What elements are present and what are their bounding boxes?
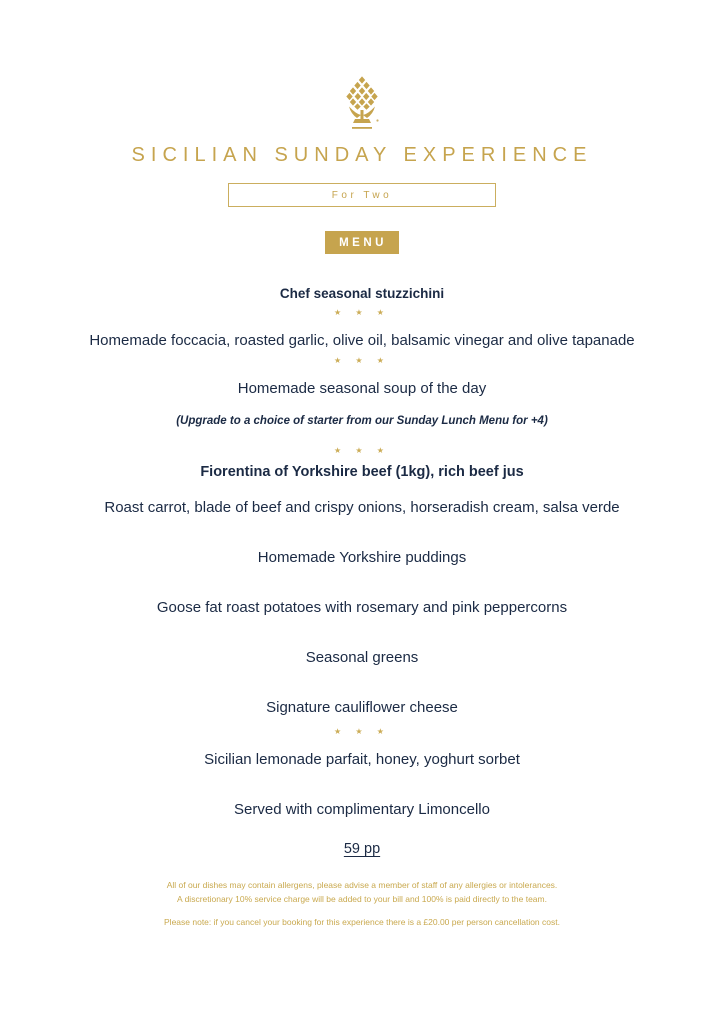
course-item-seasonal-greens: Seasonal greens xyxy=(305,649,419,666)
menu-body xyxy=(0,286,724,929)
star-separator-icon: ★ ★ ★ xyxy=(334,727,390,736)
footer-smallprint xyxy=(0,878,724,929)
upgrade-note: (Upgrade to a choice of starter from our Sunday Lunch Menu for +4) xyxy=(176,415,548,427)
course-item-roast-potatoes: Goose fat roast potatoes with rosemary and pink peppercorns xyxy=(156,599,568,616)
course-item-lemonade-parfait: Sicilian lemonade parfait, honey, yoghurt sorbet xyxy=(204,751,520,768)
price-per-person: 59 pp xyxy=(343,841,381,857)
subtitle-label: For Two xyxy=(331,189,393,201)
subtitle-box xyxy=(228,183,496,207)
course-heading-stuzzichini: Chef seasonal stuzzichini xyxy=(279,286,445,301)
pineapple-logo-icon xyxy=(340,76,384,130)
logo-wrap xyxy=(0,76,724,130)
course-item-foccacia: Homemade foccacia, roasted garlic, olive oil, balsamic vinegar and olive tapanade xyxy=(89,332,635,349)
course-item-soup: Homemade seasonal soup of the day xyxy=(237,380,487,397)
menu-badge: MENU xyxy=(325,231,399,254)
course-heading-fiorentina: Fiorentina of Yorkshire beef (1kg), rich beef jus xyxy=(200,464,524,480)
course-item-yorkshire-puddings: Homemade Yorkshire puddings xyxy=(257,549,467,566)
footer-service-charge-line: A discretionary 10% service charge will be added to your bill and 100% is paid directly to the team. xyxy=(177,894,547,904)
page-title: SICILIAN SUNDAY EXPERIENCE xyxy=(131,144,593,166)
star-separator-icon: ★ ★ ★ xyxy=(334,446,390,455)
footer-cancellation-line: Please note: if you cancel your booking for this experience there is a £20.00 per person cancellation cost. xyxy=(164,917,560,927)
course-item-roast-carrot: Roast carrot, blade of beef and crispy onions, horseradish cream, salsa verde xyxy=(104,499,620,516)
course-item-cauliflower-cheese: Signature cauliflower cheese xyxy=(266,699,458,716)
course-item-limoncello: Served with complimentary Limoncello xyxy=(234,801,490,818)
star-separator-icon: ★ ★ ★ xyxy=(334,356,390,365)
star-separator-icon: ★ ★ ★ xyxy=(334,308,390,317)
footer-allergen-line: All of our dishes may contain allergens, please advise a member of staff of any allergies or intolerances. xyxy=(166,880,558,890)
